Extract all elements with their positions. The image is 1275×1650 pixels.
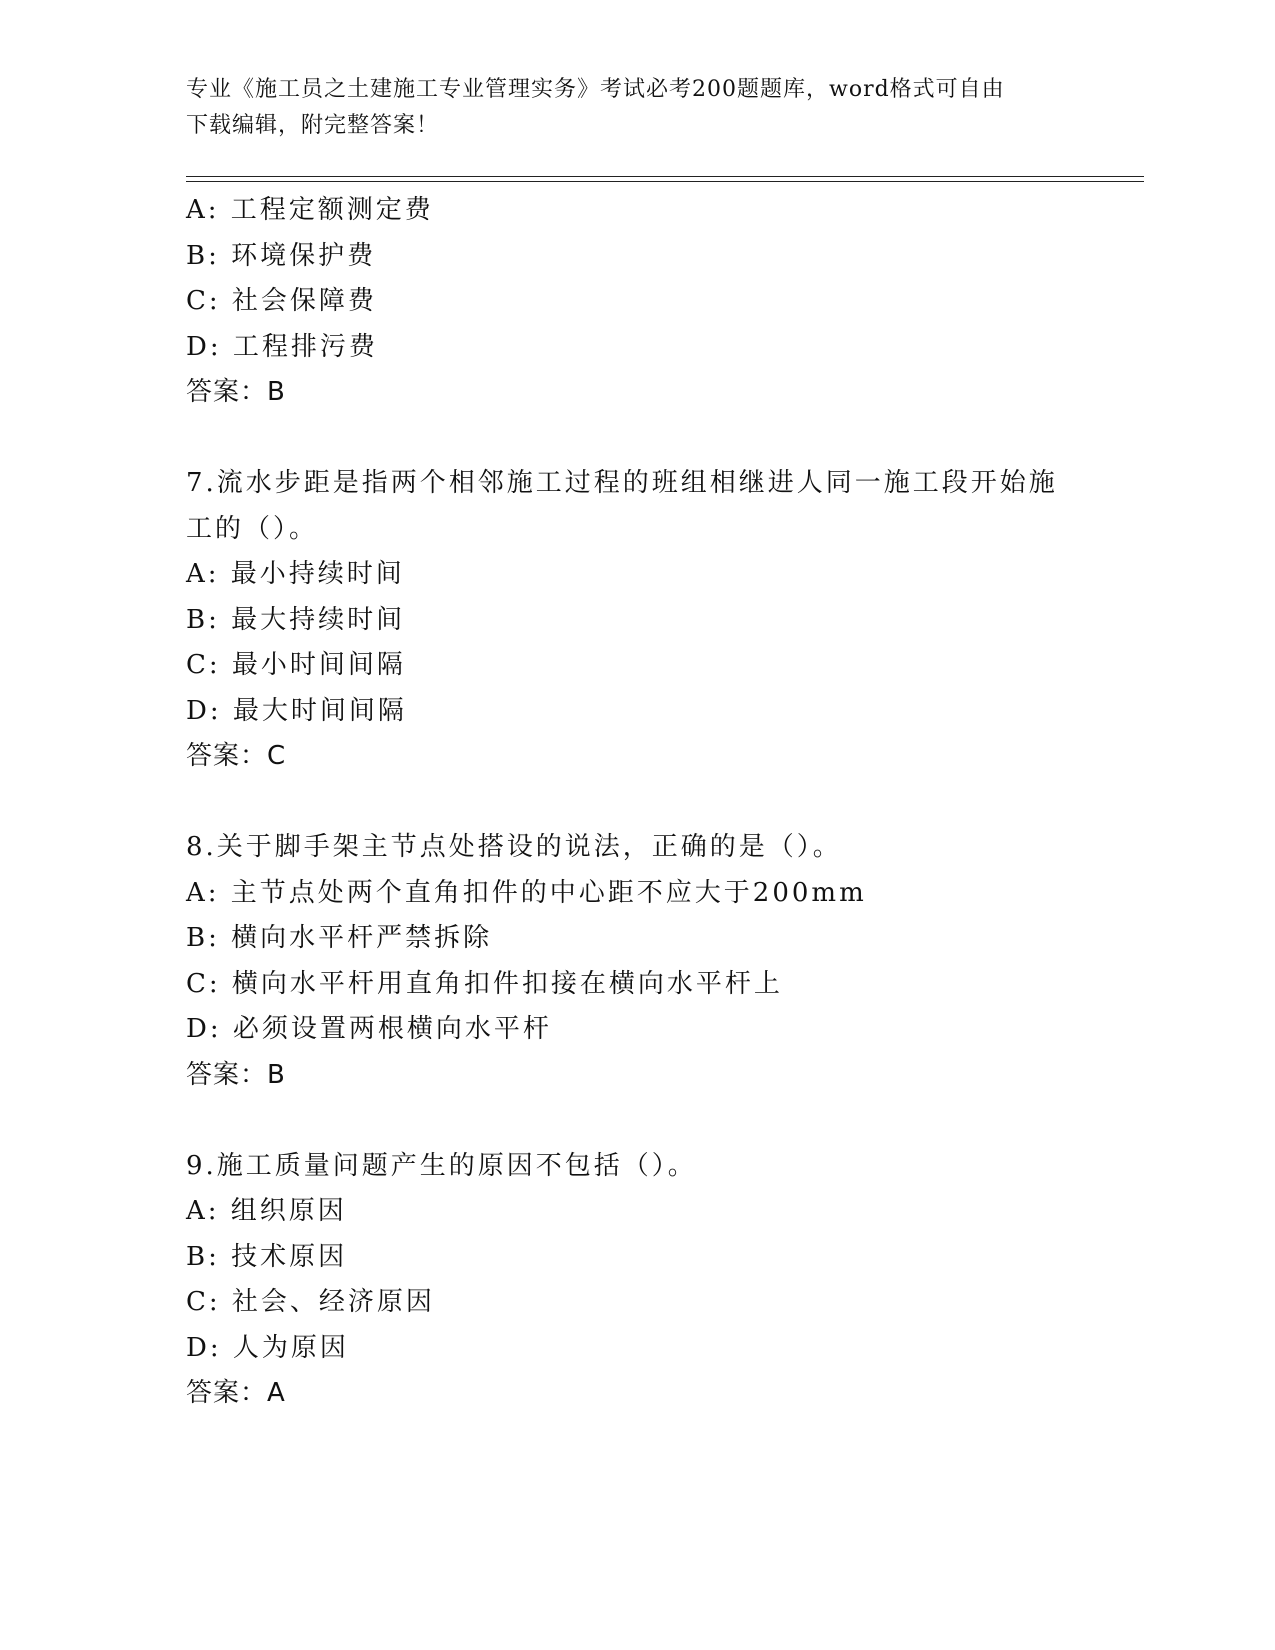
option-a: A: 主节点处两个直角扣件的中心距不应大于200mm [186,877,867,908]
header-line-1: 专业《施工员之土建施工专业管理实务》考试必考200题题库，word格式可自由 [186,77,1005,102]
option-c: C: 社会保障费 [186,286,377,316]
option-c: C: 社会、经济原因 [186,1287,435,1317]
option-b: B: 横向水平杆严禁拆除 [186,923,493,953]
option-a: A: 工程定额测定费 [186,195,434,225]
question-9 [186,1144,1086,1417]
answer: 答案：B [186,1059,286,1090]
question-stem-line-1: 7.流水步距是指两个相邻施工过程的班组相继进人同一施工段开始施 [186,468,1058,498]
option-d: D: 人为原因 [186,1332,349,1363]
option-a: A: 组织原因 [186,1196,347,1226]
question-stem-line-2: 工的（）。 [186,513,319,544]
option-a: A: 最小持续时间 [186,559,405,589]
header-line-2: 下载编辑，附完整答案！ [186,113,440,138]
header-divider-bottom [186,181,1144,182]
option-b: B: 技术原因 [186,1241,348,1272]
spacer [186,416,1086,462]
answer: 答案：B [186,377,286,407]
option-b: B: 环境保护费 [186,240,377,271]
question-stem: 9.施工质量问题产生的原因不包括（）。 [186,1150,697,1181]
document-header [186,72,1066,144]
answer: 答案：A [186,1378,286,1408]
question-list [186,188,1086,1417]
option-d: D: 工程排污费 [186,331,378,362]
option-c: C: 最小时间间隔 [186,650,406,680]
option-d: D: 必须设置两根横向水平杆 [186,1014,552,1044]
option-d: D: 最大时间间隔 [186,695,407,726]
header-divider-top [186,176,1144,177]
question-8 [186,825,1086,1098]
question-stem: 8.关于脚手架主节点处搭设的说法，正确的是（）。 [186,832,842,862]
spacer [186,780,1086,826]
question-6 [186,188,1086,416]
option-b: B: 最大持续时间 [186,604,406,635]
question-7 [186,461,1086,780]
spacer [186,1098,1086,1144]
answer: 答案：C [186,741,287,771]
option-c: C: 横向水平杆用直角扣件扣接在横向水平杆上 [186,968,783,999]
